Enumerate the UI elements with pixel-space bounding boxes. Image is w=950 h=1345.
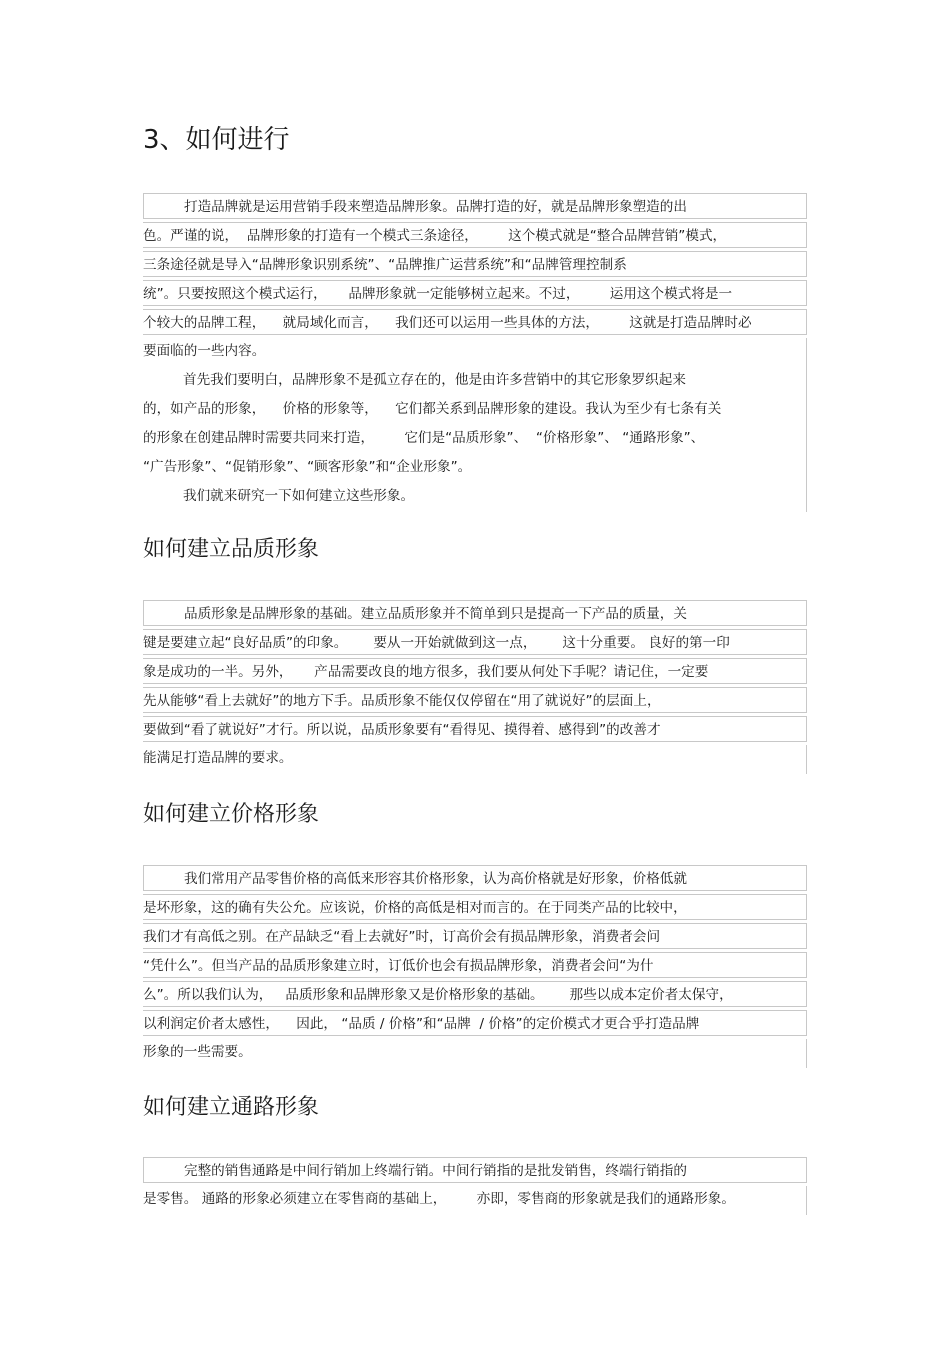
text-line: 的，如产品的形象， 价格的形象等， 它们都关系到品牌形象的建设。我认为至少有七条有关 [143, 396, 807, 425]
text-line: 完整的销售通路是中间行销加上终端行销。中间行销指的是批发销售，终端行销指的 [143, 1157, 807, 1183]
text-line: 三条途径就是导入“品牌形象识别系统”、“品牌推广运营系统”和“品牌管理控制系 [143, 251, 807, 277]
page-title: 3、如何进行 [143, 125, 290, 155]
text-line: 要做到“看了就说好”才行。所以说，品质形象要有“看得见、摸得着、感得到”的改善才 [143, 716, 807, 742]
text-line: 色。严谨的说， 品牌形象的打造有一个模式三条途径， 这个模式就是“整合品牌营销”模式， [143, 222, 807, 248]
text-line: 是坏形象，这的确有失公允。应该说，价格的高低是相对而言的。在于同类产品的比较中， [143, 894, 807, 920]
text-line: 我们才有高低之别。在产品缺乏“看上去就好”时，订高价会有损品牌形象，消费者会问 [143, 923, 807, 949]
text-line: 么”。所以我们认为， 品质形象和品牌形象又是价格形象的基础。 那些以成本定价者太保守， [143, 981, 807, 1007]
intro-text-block [143, 193, 807, 512]
text-line: 能满足打造品牌的要求。 [143, 745, 807, 774]
text-line: 我们常用产品零售价格的高低来形容其价格形象，认为高价格就是好形象，价格低就 [143, 865, 807, 891]
text-line: 键是要建立起“良好品质”的印象。 要从一开始就做到这一点， 这十分重要。 良好的第一印 [143, 629, 807, 655]
text-line: 我们就来研究一下如何建立这些形象。 [143, 483, 807, 512]
text-line: 象是成功的一半。另外， 产品需要改良的地方很多，我们要从何处下手呢？请记住，一定要 [143, 658, 807, 684]
text-line: 要面临的一些内容。 [143, 338, 807, 367]
text-line: 形象的一些需要。 [143, 1039, 807, 1068]
text-line: 是零售。 通路的形象必须建立在零售商的基础上， 亦即，零售商的形象就是我们的通路形象。 [143, 1186, 807, 1215]
section-text-block [143, 600, 807, 774]
text-line: 统”。只要按照这个模式运行， 品牌形象就一定能够树立起来。不过， 运用这个模式将是一 [143, 280, 807, 306]
text-line: 的形象在创建品牌时需要共同来打造， 它们是“品质形象”、 “价格形象”、 “通路形象”、 [143, 425, 807, 454]
section-text-block [143, 1157, 807, 1215]
text-line: 打造品牌就是运用营销手段来塑造品牌形象。品牌打造的好，就是品牌形象塑造的出 [143, 193, 807, 219]
text-line: 以利润定价者太感性， 因此， “品质 / 价格”和“品牌 / 价格”的定价模式才更合乎打造品牌 [143, 1010, 807, 1036]
section-text-block [143, 865, 807, 1068]
text-line: 首先我们要明白，品牌形象不是孤立存在的，他是由许多营销中的其它形象罗织起来 [143, 367, 807, 396]
text-line: 先从能够“看上去就好”的地方下手。品质形象不能仅仅停留在“用了就说好”的层面上， [143, 687, 807, 713]
section-heading: 如何建立通路形象 [143, 1095, 320, 1120]
text-line: “广告形象”、“促销形象”、“顾客形象”和“企业形象”。 [143, 454, 807, 483]
section-heading: 如何建立品质形象 [143, 537, 320, 562]
text-line: 个较大的品牌工程， 就局域化而言， 我们还可以运用一些具体的方法， 这就是打造品牌时必 [143, 309, 807, 335]
text-line: 品质形象是品牌形象的基础。建立品质形象并不简单到只是提高一下产品的质量，关 [143, 600, 807, 626]
text-line: “凭什么”。但当产品的品质形象建立时，订低价也会有损品牌形象，消费者会问“为什 [143, 952, 807, 978]
section-heading: 如何建立价格形象 [143, 802, 320, 827]
